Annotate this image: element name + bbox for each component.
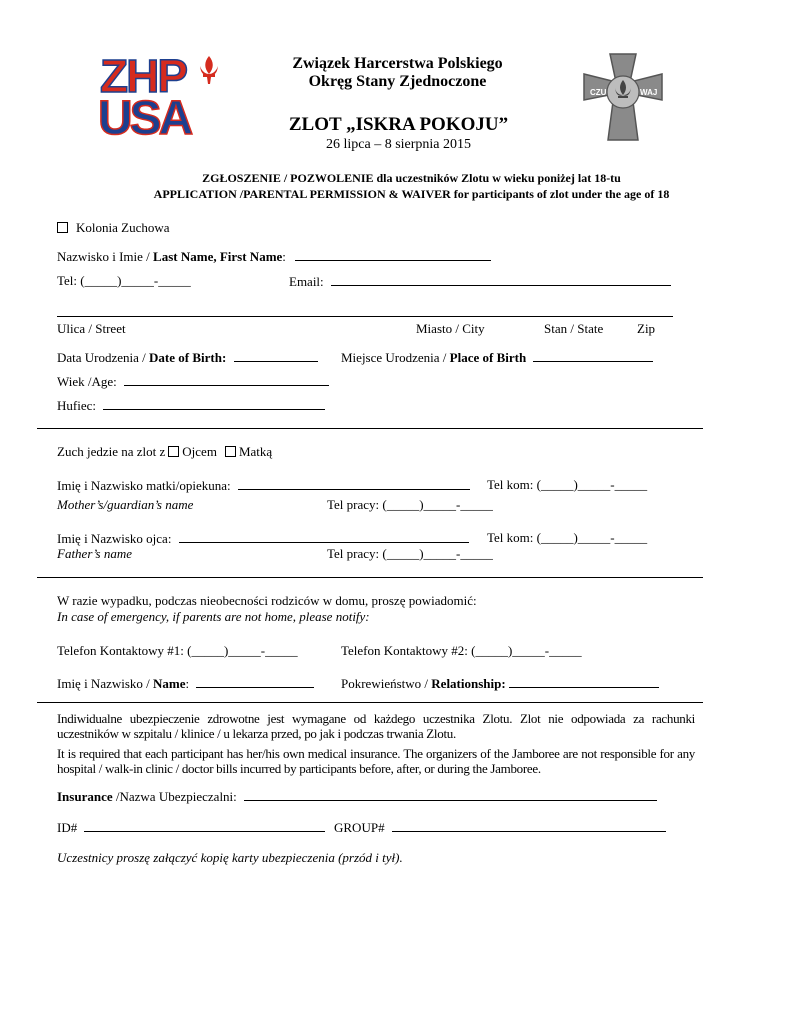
relationship-label-pl: Pokrewieństwo /: [341, 676, 432, 691]
org-district: Okręg Stany Zjednoczone: [308, 73, 487, 90]
insurance-label-pl: /Nazwa Ubezpieczalni:: [112, 789, 237, 804]
age-label: Wiek /Age:: [57, 374, 117, 389]
address-line[interactable]: [57, 316, 673, 317]
mother-label: Matką: [238, 444, 273, 459]
mother-name-label: Imię i Nazwisko matki/opiekuna:: [57, 478, 231, 493]
group-label: GROUP#: [334, 820, 385, 835]
event-title: ZLOT „ISKRA POKOJU”: [288, 114, 509, 135]
father-name-field[interactable]: [179, 530, 469, 543]
relationship-row: [341, 675, 659, 692]
age-field[interactable]: [124, 373, 329, 386]
emblem-left-text: CZU: [590, 88, 607, 97]
id-label: ID#: [57, 820, 78, 835]
section-divider-3: [37, 702, 703, 703]
insurance-card-note: Uczestnicy proszę załączyć kopię karty ubezpieczenia (przód i tył).: [57, 850, 403, 865]
father-label: Ojcem: [182, 444, 217, 459]
street-label: Ulica / Street: [57, 321, 126, 336]
insurance-info-en: It is required that each participant has her/his own medical insurance. The organizers of the Jamboree are not responsible for any hospital / walk-in clinic / doctor bills incurred by participants before, after, or during the Jamboree.: [57, 746, 695, 776]
mother-tel-pracy[interactable]: Tel pracy: (_____)_____-_____: [327, 497, 493, 512]
hufiec-label: Hufiec:: [57, 398, 96, 413]
pob-label-en: Place of Birth: [449, 350, 527, 365]
id-field[interactable]: [84, 819, 325, 832]
mother-checkbox[interactable]: [225, 446, 236, 457]
father-tel-pracy[interactable]: Tel pracy: (_____)_____-_____: [327, 546, 493, 561]
kolonia-checkbox[interactable]: [57, 222, 68, 233]
logo-usa-text: USA: [98, 92, 191, 138]
insurance-row: [57, 788, 657, 805]
emergency-en: In case of emergency, if parents are not home, please notify:: [57, 609, 370, 624]
emblem-right-text: WAJ: [640, 88, 658, 97]
kolonia-label: Kolonia Zuchowa: [76, 220, 170, 235]
name-label-pl: Nazwisko i Imie /: [57, 249, 154, 264]
group-row: [334, 819, 666, 836]
section-divider-1: [37, 428, 703, 429]
hufiec-row: [57, 397, 325, 414]
form-title-en: APPLICATION /PARENTAL PERMISSION & WAIVER for participants of zlot under the age of 18: [153, 187, 670, 201]
id-row: [57, 819, 325, 836]
travel-row: [57, 444, 272, 460]
father-name-row: [57, 530, 469, 547]
state-label: Stan / State: [544, 321, 604, 336]
email-label: Email:: [289, 274, 324, 289]
dob-label-en: Date of Birth:: [149, 350, 227, 365]
email-field[interactable]: [331, 273, 671, 286]
father-name-label: Imię i Nazwisko ojca:: [57, 531, 172, 546]
contact2-phone[interactable]: Telefon Kontaktowy #2: (_____)_____-_____: [341, 643, 582, 658]
logo-zhp-text: ZHP: [100, 52, 186, 102]
insurance-field[interactable]: [244, 788, 657, 801]
travel-label: Zuch jedzie na zlot z: [57, 444, 166, 459]
pob-field[interactable]: [533, 349, 653, 362]
name-row: [57, 248, 491, 265]
city-label: Miasto / City: [416, 321, 485, 336]
zip-label: Zip: [637, 321, 656, 336]
father-tel-kom[interactable]: Tel kom: (_____)_____-_____: [487, 530, 648, 545]
section-divider-2: [37, 577, 703, 578]
event-dates: 26 lipca – 8 sierpnia 2015: [325, 137, 472, 152]
emergency-pl: W razie wypadku, podczas nieobecności rodziców w domu, proszę powiadomić:: [57, 593, 477, 608]
form-title-pl: ZGŁOSZENIE / POZWOLENIE dla uczestników Zlotu w wieku poniżej lat 18-tu: [202, 171, 621, 185]
mother-name-row: [57, 477, 470, 494]
mother-name-en: Mother’s/guardian’s name: [57, 497, 194, 512]
tel-label[interactable]: Tel: (_____)_____-_____: [57, 273, 191, 288]
contact1-phone[interactable]: Telefon Kontaktowy #1: (_____)_____-_____: [57, 643, 298, 658]
dob-row: [57, 349, 318, 366]
mother-name-field[interactable]: [238, 477, 470, 490]
name-colon: :: [282, 249, 286, 264]
contact-name-colon: :: [185, 676, 190, 691]
contact-name-label-pl: Imię i Nazwisko /: [57, 676, 154, 691]
relationship-label-en: Relationship:: [431, 676, 506, 691]
mother-tel-kom[interactable]: Tel kom: (_____)_____-_____: [487, 477, 648, 492]
name-field[interactable]: [295, 248, 491, 261]
relationship-field[interactable]: [509, 675, 659, 688]
group-field[interactable]: [392, 819, 666, 832]
org-name: Związek Harcerstwa Polskiego: [292, 55, 503, 72]
contact-name-label-en: Name: [153, 676, 186, 691]
hufiec-field[interactable]: [103, 397, 325, 410]
kolonia-row: [57, 220, 170, 236]
email-row: [289, 273, 671, 290]
insurance-info-pl: Indiwidualne ubezpieczenie zdrowotne jest wymagane od każdego uczestnika Zlotu. Zlot nie odpowiada za rachunki uczestników w szpitalu / klinice / u lekarza przed, po jak i podczas trwania Zlotu.: [57, 711, 695, 741]
contact-name-row: [57, 675, 314, 692]
pob-label-pl: Miejsce Urodzenia /: [341, 350, 450, 365]
name-label-en: Last Name, First Name: [153, 249, 283, 264]
dob-field[interactable]: [234, 349, 318, 362]
insurance-label-en: Insurance: [57, 789, 113, 804]
father-checkbox[interactable]: [168, 446, 179, 457]
father-name-en: Father’s name: [57, 546, 132, 561]
contact-name-field[interactable]: [196, 675, 314, 688]
age-row: [57, 373, 329, 390]
dob-label-pl: Data Urodzenia /: [57, 350, 150, 365]
pob-row: [341, 349, 653, 366]
